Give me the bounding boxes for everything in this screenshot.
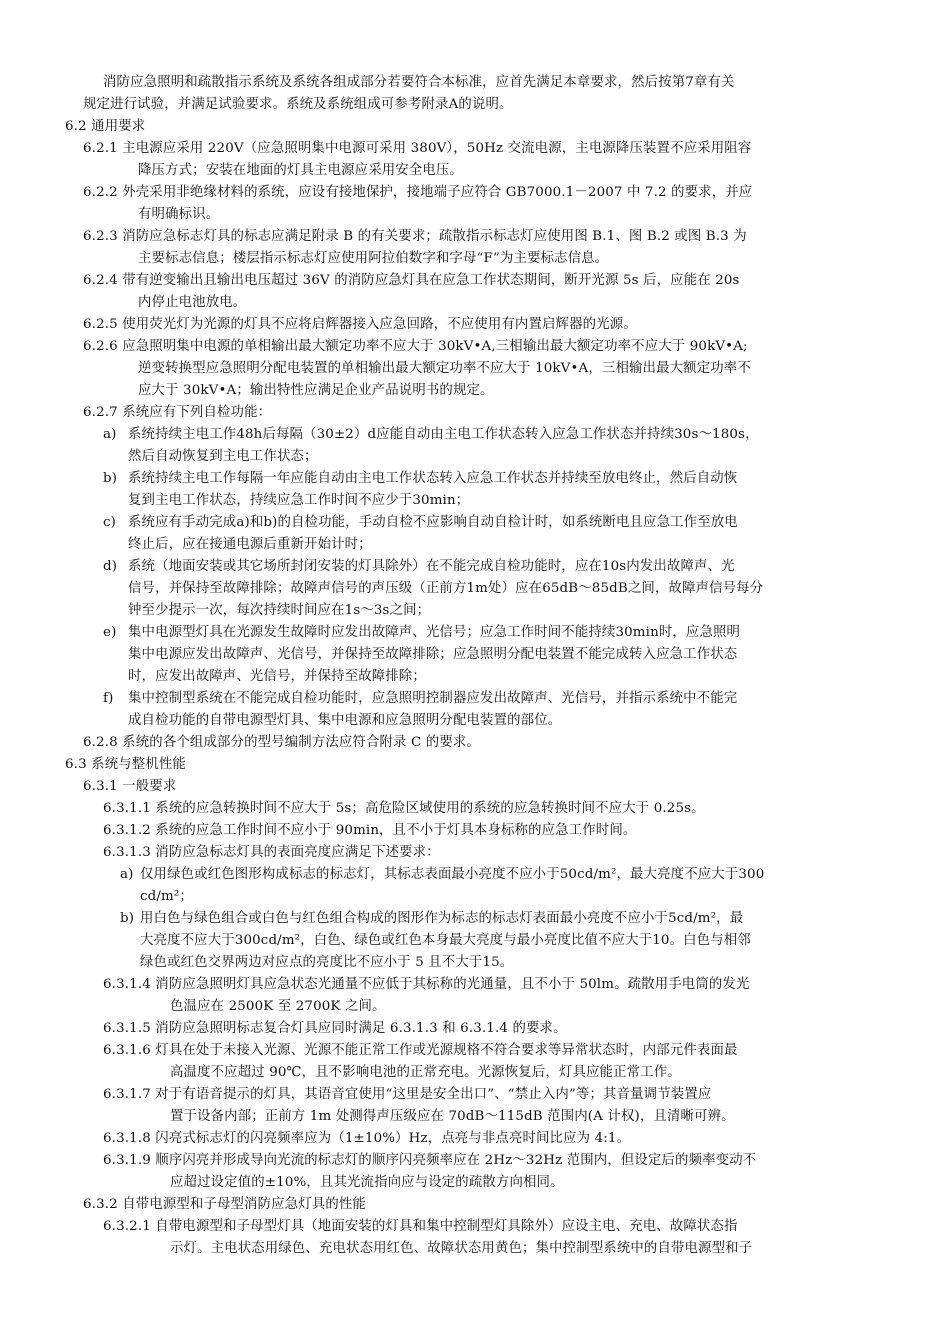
text-line — [0, 600, 950, 622]
line-text: 集中控制型系统在不能完成自检功能时，应急照明控制器应发出故障声、光信号，并指示系统中不能完 — [128, 691, 738, 706]
line-text: 大亮度不应大于300cd/m²，白色、绿色或红色本身最大亮度与最小亮度比值不应大于10。白色与相邻 — [140, 933, 751, 948]
line-text: 有明确标识。 — [138, 207, 220, 222]
text-line — [0, 688, 950, 710]
text-line — [0, 996, 950, 1018]
text-line — [0, 732, 950, 754]
text-line — [0, 1194, 950, 1216]
line-text: 降压方式；安装在地面的灯具主电源应采用安全电压。 — [138, 163, 463, 178]
line-text: 6.3.2 自带电源型和子母型消防应急灯具的性能 — [83, 1197, 366, 1212]
text-line — [0, 226, 950, 248]
line-text: 6.3.1 一般要求 — [83, 779, 177, 794]
text-line — [0, 358, 950, 380]
line-text: 复到主电工作状态，持续应急工作时间不应少于30min； — [128, 493, 470, 508]
text-line — [0, 1040, 950, 1062]
line-text: 6.2 通用要求 — [65, 119, 146, 134]
list-marker: a) — [103, 427, 117, 442]
line-text: 终止后，应在接通电源后重新开始计时； — [128, 537, 372, 552]
text-line — [0, 1084, 950, 1106]
text-line — [0, 1062, 950, 1084]
line-text: 6.2.7 系统应有下列自检功能： — [83, 405, 272, 420]
list-marker: d) — [103, 559, 118, 574]
line-text: 6.3.1.3 消防应急标志灯具的表面亮度应满足下述要求： — [103, 845, 440, 860]
text-line — [0, 710, 950, 732]
text-line — [0, 380, 950, 402]
line-text: 成自检功能的自带电源型灯具、集中电源和应急照明分配电装置的部位。 — [128, 713, 562, 728]
line-text: 系统应有手动完成a)和b)的自检功能，手动自检不应影响自动自检计时，如系统断电且应急工作至放电 — [128, 515, 738, 530]
text-line — [0, 292, 950, 314]
text-line — [0, 666, 950, 688]
text-line — [0, 842, 950, 864]
document-body — [0, 72, 950, 1260]
line-text: 6.3.1.2 系统的应急工作时间不应小于 90min，且不小于灯具本身标称的应急工作时间。 — [103, 823, 637, 838]
line-text: 应超过设定值的±10%，且其光流指向应与设定的疏散方向相同。 — [170, 1175, 564, 1190]
text-line — [0, 490, 950, 512]
line-text: 6.3.1.8 闪亮式标志灯的闪亮频率应为（1±10%）Hz，点亮与非点亮时间比应为 4:1。 — [103, 1131, 631, 1146]
line-text: 高温度不应超过 90℃，且不影响电池的正常充电。光源恢复后，灯具应能正常工作。 — [170, 1065, 681, 1080]
text-line — [0, 314, 950, 336]
text-line — [0, 424, 950, 446]
line-text: 系统持续主电工作48h后每隔（30±2）d应能自动由主电工作状态转入应急工作状态并持续30s～180s， — [128, 427, 759, 442]
line-text: 6.3.1.5 消防应急照明标志复合灯具应同时满足 6.3.1.3 和 6.3.1.4 的要求。 — [103, 1021, 567, 1036]
text-line — [0, 820, 950, 842]
line-text: 6.3.1.6 灯具在处于未接入光源、光源不能正常工作或光源规格不符合要求等异常状态时，内部元件表面最 — [103, 1043, 738, 1058]
text-line — [0, 578, 950, 600]
text-line — [0, 160, 950, 182]
line-text: 6.2.1 主电源应采用 220V（应急照明集中电源可采用 380V），50Hz 交流电源，主电源降压装置不应采用阻容 — [83, 141, 752, 156]
line-text: cd/m²； — [140, 889, 193, 904]
line-text: 6.3 系统与整机性能 — [65, 757, 186, 772]
text-line — [0, 798, 950, 820]
text-line — [0, 94, 950, 116]
text-line — [0, 1128, 950, 1150]
text-line — [0, 1216, 950, 1238]
text-line — [0, 1018, 950, 1040]
line-text: 6.3.1.4 消防应急照明灯具应急状态光通量不应低于其标称的光通量，且不小于 50lm。疏散用手电筒的发光 — [103, 977, 750, 992]
line-text: 消防应急照明和疏散指示系统及系统各组成部分若要符合本标准，应首先满足本章要求，然后按第7章有关 — [103, 75, 735, 90]
text-line — [0, 754, 950, 776]
text-line — [0, 336, 950, 358]
text-line — [0, 974, 950, 996]
list-marker: f) — [103, 691, 114, 706]
text-line — [0, 204, 950, 226]
text-line — [0, 952, 950, 974]
line-text: 绿色或红色交界两边对应点的亮度比不应小于 5 且不大于15。 — [140, 955, 514, 970]
list-marker: b) — [103, 471, 118, 486]
list-marker: b) — [120, 911, 135, 926]
text-line — [0, 138, 950, 160]
line-text: 6.2.4 带有逆变输出且输出电压超过 36V 的消防应急灯具在应急工作状态期间，断开光源 5s 后，应能在 20s — [83, 273, 740, 288]
line-text: 然后自动恢复到主电工作状态； — [128, 449, 318, 464]
list-marker: c) — [103, 515, 117, 530]
text-line — [0, 468, 950, 490]
text-line — [0, 446, 950, 468]
text-line — [0, 534, 950, 556]
text-line — [0, 1238, 950, 1260]
line-text: 仅用绿色或红色图形构成标志的标志灯，其标志表面最小亮度不应小于50cd/m²，最大亮度不应大于300 — [140, 867, 765, 882]
text-line — [0, 512, 950, 534]
line-text: 示灯。主电状态用绿色、充电状态用红色、故障状态用黄色；集中控制型系统中的自带电源型和子 — [170, 1241, 753, 1256]
text-line — [0, 556, 950, 578]
text-line — [0, 776, 950, 798]
line-text: 系统（地面安装或其它场所封闭安装的灯具除外）在不能完成自检功能时，应在10s内发出故障声、光 — [128, 559, 735, 574]
line-text: 系统持续主电工作每隔一年应能自动由主电工作状态转入应急工作状态并持续至放电终止，然后自动恢 — [128, 471, 738, 486]
line-text: 主要标志信息；楼层指示标志灯应使用阿拉伯数字和字母“F”为主要标志信息。 — [138, 251, 609, 266]
line-text: 6.2.8 系统的各个组成部分的型号编制方法应符合附录 C 的要求。 — [83, 735, 480, 750]
text-line — [0, 270, 950, 292]
list-marker: a) — [120, 867, 134, 882]
text-line — [0, 886, 950, 908]
line-text: 6.3.2.1 自带电源型和子母型灯具（地面安装的灯具和集中控制型灯具除外）应设主电、充电、故障状态指 — [103, 1219, 738, 1234]
text-line — [0, 1150, 950, 1172]
line-text: 6.3.1.7 对于有语音提示的灯具，其语音宜使用“这里是安全出口”、“禁止入内”等；其音量调节装置应 — [103, 1087, 712, 1102]
line-text: 钟至少提示一次，每次持续时间应在1s～3s之间； — [128, 603, 431, 618]
line-text: 逆变转换型应急照明分配电装置的单相输出最大额定功率不应大于 10kV•A，三相输出最大额定功率不 — [138, 361, 751, 376]
line-text: 6.2.5 使用荧光灯为光源的灯具不应将启辉器接入应急回路，不应使用有内置启辉器的光源。 — [83, 317, 637, 332]
text-line — [0, 622, 950, 644]
text-line — [0, 864, 950, 886]
line-text: 应大于 30kV•A；输出特性应满足企业产品说明书的规定。 — [138, 383, 494, 398]
line-text: 6.3.1.9 顺序闪亮并形成导向光流的标志灯的顺序闪亮频率应在 2Hz～32Hz 范围内，但设定后的频率变动不 — [103, 1153, 757, 1168]
list-marker: e) — [103, 625, 117, 640]
line-text: 集中电源型灯具在光源发生故障时应发出故障声、光信号；应急工作时间不能持续30min时，应急照明 — [128, 625, 741, 640]
text-line — [0, 182, 950, 204]
line-text: 时，应发出故障声、光信号，并保持至故障排除； — [128, 669, 426, 684]
line-text: 置于设备内部；正前方 1m 处测得声压级应在 70dB～115dB 范围内(A 计权)，且清晰可辨。 — [170, 1109, 735, 1124]
line-text: 用白色与绿色组合或白色与红色组合构成的图形作为标志的标志灯表面最小亮度不应小于5cd/m²，最 — [140, 911, 744, 926]
line-text: 6.2.2 外壳采用非绝缘材料的系统，应设有接地保护，接地端子应符合 GB7000.1－2007 中 7.2 的要求，并应 — [83, 185, 753, 200]
text-line — [0, 644, 950, 666]
line-text: 6.2.6 应急照明集中电源的单相输出最大额定功率不应大于 30kV•A,三相输出最大额定功率不应大于 90kV•A; — [83, 339, 748, 354]
line-text: 内停止电池放电。 — [138, 295, 247, 310]
text-line — [0, 402, 950, 424]
line-text: 集中电源应发出故障声、光信号，并保持至故障排除；应急照明分配电装置不能完成转入应急工作状态 — [128, 647, 738, 662]
text-line — [0, 1106, 950, 1128]
line-text: 信号，并保持至故障排除；故障声信号的声压级（正前方1m处）应在65dB～85dB之间，故障声信号每分 — [128, 581, 764, 596]
text-line — [0, 1172, 950, 1194]
text-line — [0, 908, 950, 930]
line-text: 色温应在 2500K 至 2700K 之间。 — [170, 999, 386, 1014]
line-text: 6.2.3 消防应急标志灯具的标志应满足附录 B 的有关要求；疏散指示标志灯应使用图 B.1、图 B.2 或图 B.3 为 — [83, 229, 747, 244]
line-text: 规定进行试验，并满足试验要求。系统及系统组成可参考附录A的说明。 — [83, 97, 513, 112]
text-line — [0, 248, 950, 270]
text-line — [0, 72, 950, 94]
line-text: 6.3.1.1 系统的应急转换时间不应大于 5s；高危险区域使用的系统的应急转换时间不应大于 0.25s。 — [103, 801, 705, 816]
text-line — [0, 116, 950, 138]
text-line — [0, 930, 950, 952]
